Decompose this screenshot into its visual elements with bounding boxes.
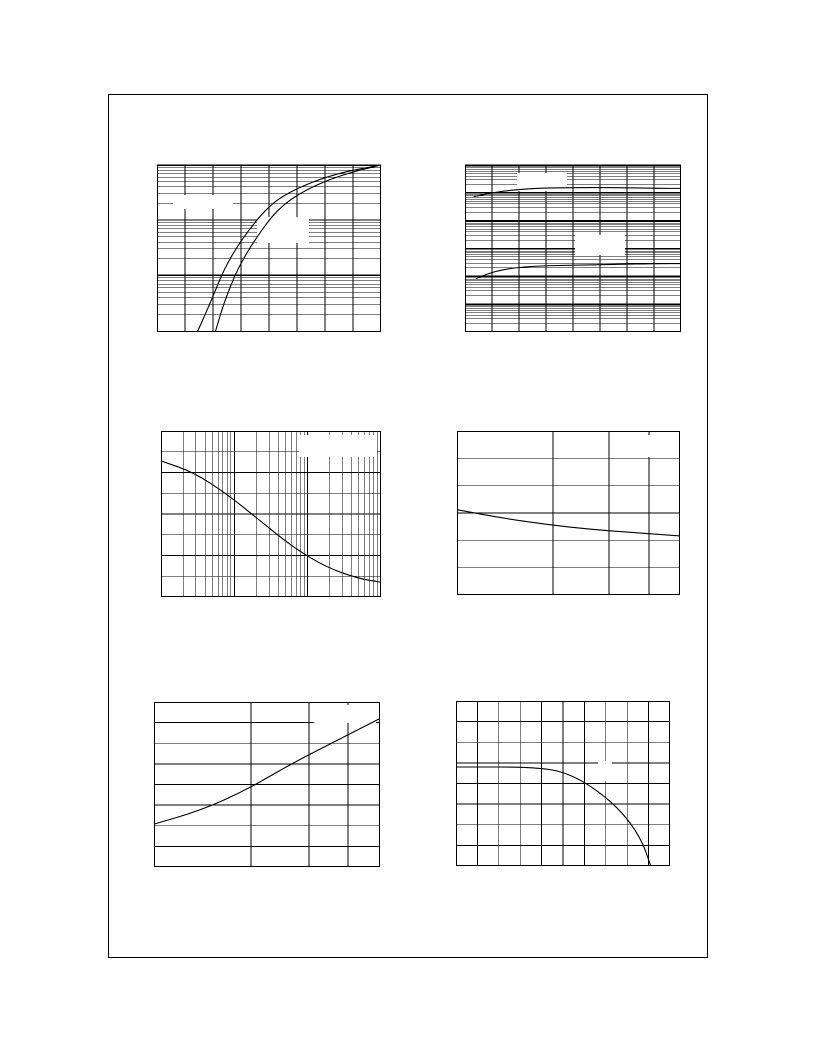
log-scale-characteristics-chart [465,165,681,332]
legend-box [173,195,233,209]
series-line-2 [215,165,381,332]
series-line-1 [456,767,651,866]
log-x-decreasing-chart [161,431,381,597]
series-line-1 [457,510,680,536]
linear-decreasing-chart [457,431,680,595]
legend-box [299,435,377,457]
legend-box [257,217,309,243]
derating-curve-chart [456,701,670,866]
series-line-1 [154,719,380,825]
series-line-1 [197,165,381,332]
legend-box [623,435,675,457]
legend-box [598,761,612,781]
forward-characteristics-chart [157,165,381,332]
legend-box [575,235,625,255]
legend-box [314,705,376,723]
series-line-1 [161,461,381,582]
linear-increasing-chart [154,702,380,867]
